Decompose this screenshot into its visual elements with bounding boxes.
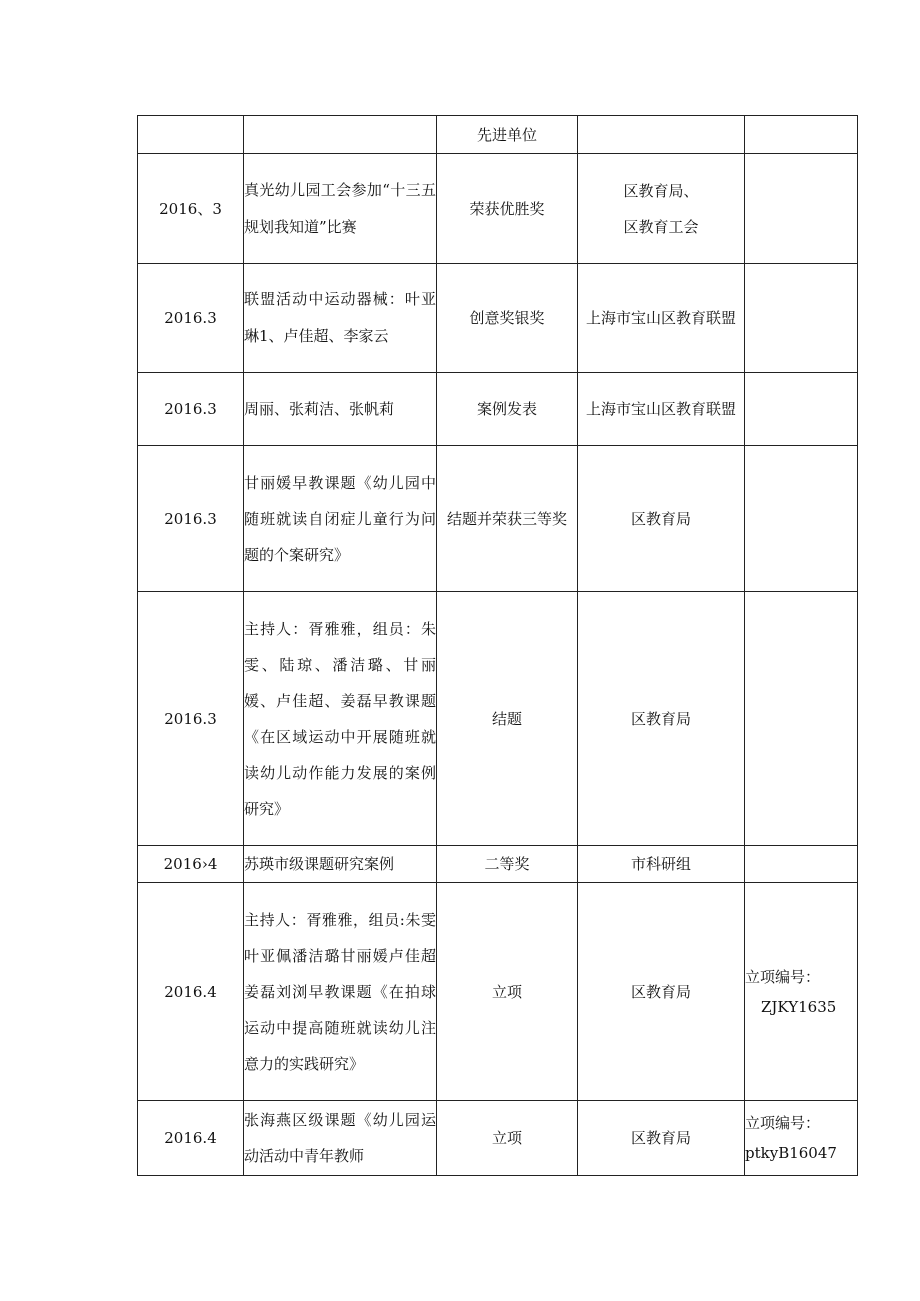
issuer-cell — [578, 883, 745, 1101]
description-cell: 苏瑛市级课题研究案例 — [244, 846, 437, 883]
issuer-line: 上海市宝山区教育联盟 — [585, 308, 736, 327]
result-cell: 二等奖 — [437, 846, 578, 883]
description-cell: 主持人：胥雅雅，组员:朱雯叶亚佩潘洁璐甘丽媛卢佳超姜磊刘浏早教课题《在拍球运动中提高随班就读幼儿注意力的实践研究》 — [244, 883, 437, 1101]
note-cell — [745, 264, 858, 373]
table-row — [138, 883, 858, 1101]
result-cell: 立项 — [437, 1101, 578, 1176]
description-cell: 真光幼儿园工会参加“十三五规划我知道”比赛 — [244, 154, 437, 264]
table-row — [138, 264, 858, 373]
description-cell: 周丽、张莉洁、张帆莉 — [244, 373, 437, 446]
issuer-cell — [578, 446, 745, 592]
description-cell: 主持人：胥雅雅，组员：朱雯、陆琼、潘洁璐、甘丽媛、卢佳超、姜磊早教课题《在区域运动中开展随班就读幼儿动作能力发展的案例研究》 — [244, 592, 437, 846]
note-line: ptkyB16047 — [745, 1144, 837, 1162]
result-cell: 案例发表 — [437, 373, 578, 446]
result-cell: 结题 — [437, 592, 578, 846]
issuer-line: 区教育局 — [630, 709, 691, 728]
result-cell: 结题并荣获三等奖 — [437, 446, 578, 592]
issuer-line: 区教育局、 — [623, 181, 699, 200]
date-cell: 2016.4 — [138, 1101, 244, 1176]
issuer-line: 市科研组 — [630, 855, 691, 873]
result-cell: 创意奖银奖 — [437, 264, 578, 373]
issuer-cell — [578, 154, 745, 264]
note-line: ZJKY1635 — [761, 997, 837, 1016]
note-cell — [745, 446, 858, 592]
note-cell — [745, 116, 858, 154]
date-cell: 2016.3 — [138, 373, 244, 446]
issuer-cell — [578, 116, 745, 154]
awards-table — [137, 115, 858, 1176]
date-cell: 2016、3 — [138, 154, 244, 264]
date-cell: 2016.3 — [138, 446, 244, 592]
result-cell: 荣获优胜奖 — [437, 154, 578, 264]
issuer-cell — [578, 264, 745, 373]
table-row — [138, 592, 858, 846]
issuer-line: 区教育工会 — [623, 217, 699, 236]
description-cell: 甘丽媛早教课题《幼儿园中随班就读自闭症儿童行为问题的个案研究》 — [244, 446, 437, 592]
result-cell: 立项 — [437, 883, 578, 1101]
note-cell — [745, 1101, 858, 1176]
table-row — [138, 1101, 858, 1176]
issuer-cell — [578, 1101, 745, 1176]
note-line: 立项编号： — [745, 967, 821, 986]
result-cell: 先进单位 — [437, 116, 578, 154]
date-cell: 2016›4 — [138, 846, 244, 883]
note-cell — [745, 883, 858, 1101]
table-row — [138, 154, 858, 264]
issuer-cell — [578, 846, 745, 883]
note-cell — [745, 846, 858, 883]
issuer-cell — [578, 592, 745, 846]
note-cell — [745, 373, 858, 446]
table-row — [138, 446, 858, 592]
description-cell: 联盟活动中运动器械：叶亚琳1、卢佳超、李家云 — [244, 264, 437, 373]
description-cell — [244, 116, 437, 154]
note-line: 立项编号： — [745, 1114, 821, 1132]
table-row — [138, 116, 858, 154]
issuer-line: 区教育局 — [630, 509, 691, 528]
date-cell: 2016.3 — [138, 592, 244, 846]
description-cell: 张海燕区级课题《幼儿园运动活动中青年教师 — [244, 1101, 437, 1176]
date-cell — [138, 116, 244, 154]
date-cell: 2016.4 — [138, 883, 244, 1101]
issuer-cell — [578, 373, 745, 446]
note-cell — [745, 592, 858, 846]
date-cell: 2016.3 — [138, 264, 244, 373]
table-row — [138, 373, 858, 446]
note-cell — [745, 154, 858, 264]
issuer-line: 区教育局 — [630, 982, 691, 1001]
issuer-line: 上海市宝山区教育联盟 — [585, 400, 736, 418]
table-row — [138, 846, 858, 883]
issuer-line: 区教育局 — [630, 1129, 691, 1147]
